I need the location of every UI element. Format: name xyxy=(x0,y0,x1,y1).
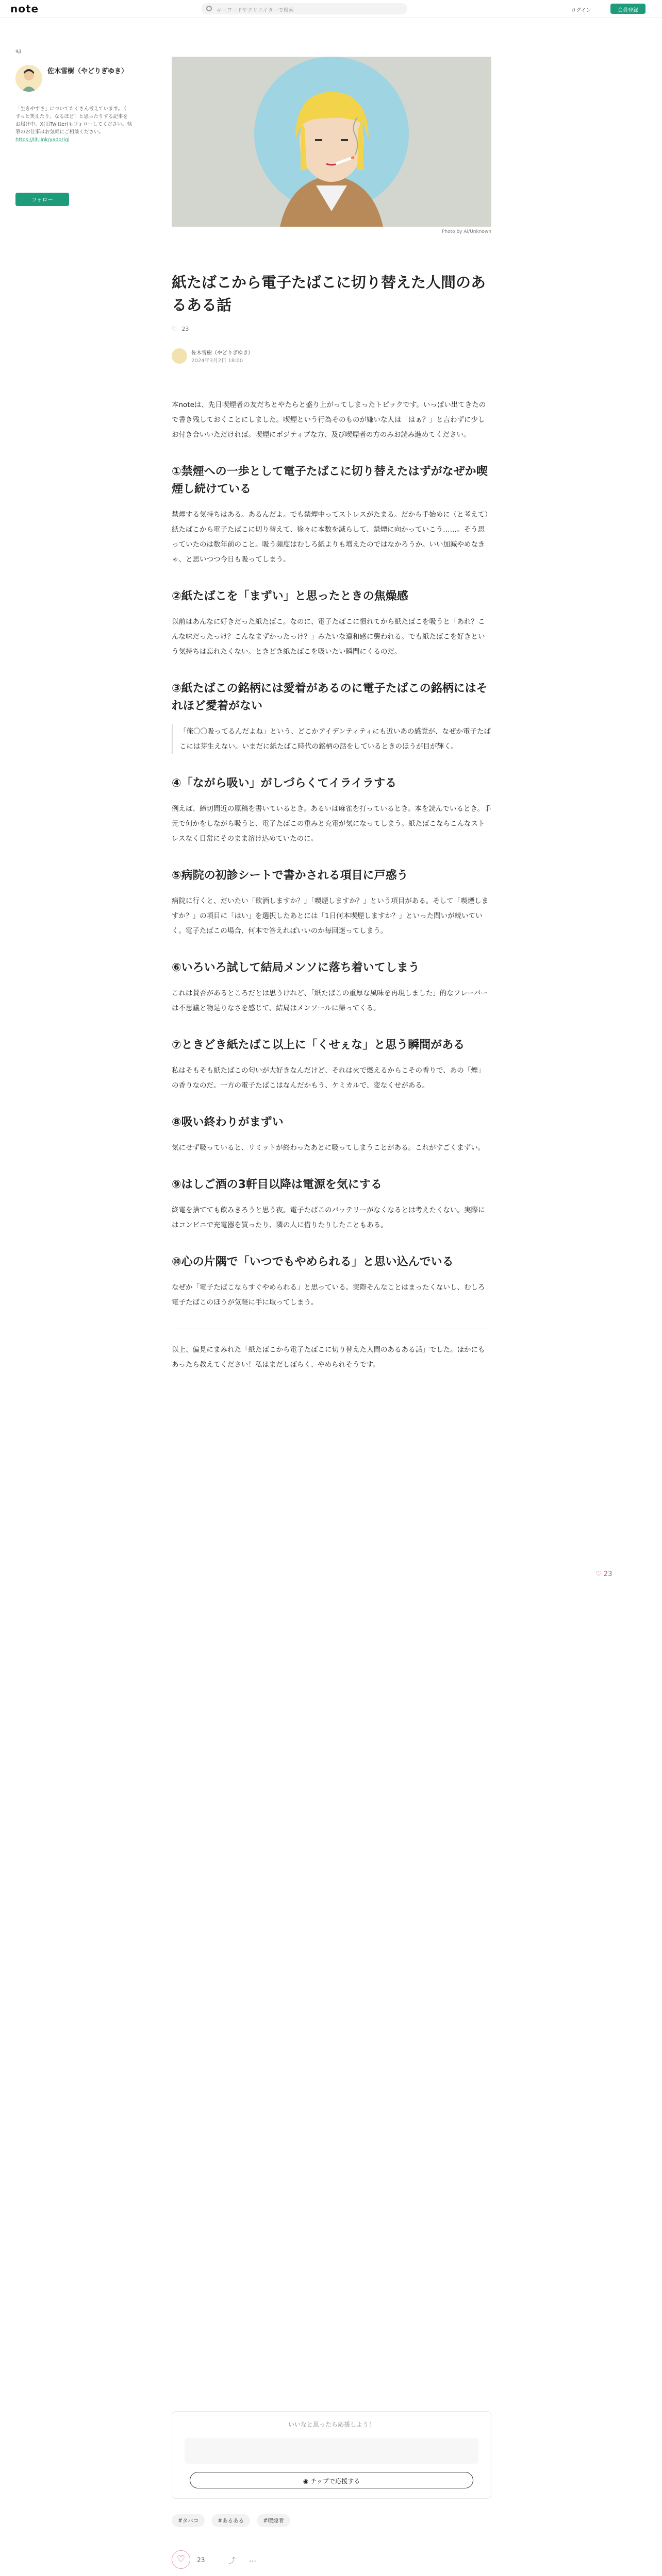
tag-item[interactable]: #タバコ xyxy=(172,2514,205,2527)
floating-like-count: 23 xyxy=(603,1570,613,1578)
support-message xyxy=(185,2438,478,2464)
search-icon xyxy=(206,6,212,11)
photo-credit: Photo by AI/Unknown xyxy=(441,229,491,234)
hero-illustration xyxy=(172,57,491,227)
section-heading: ⑨はしご酒の3軒目以降は電源を気にする xyxy=(172,1178,382,1191)
author-name[interactable]: 佐木雪樹（やどりぎゆき） xyxy=(191,350,253,356)
more-icon[interactable]: … xyxy=(249,2555,256,2564)
article-author[interactable] xyxy=(172,348,326,367)
section-heading: ⑦ときどき紙たばこ以上に「くせぇな」と思う瞬間がある xyxy=(172,1039,465,1052)
title-likes xyxy=(172,326,189,332)
section-heading: ⑧吸い終わりがまずい xyxy=(172,1116,284,1129)
section-paragraph: 病院に行くと、だいたい「飲酒しますか？」「喫煙しますか？」という項目がある。そして「喫煙しますか？」の項目に「はい」を選択したあとには「1日何本喫煙しますか？」といった問いが続いていく。電子たばこの場合、何本で答えればいいのか毎回迷ってしまう。 xyxy=(172,897,489,935)
section-heading: ③紙たばこの銘柄には愛着があるのに電子たばこの銘柄にはそれほど愛着がない xyxy=(172,682,488,713)
heart-icon[interactable]: ♡ xyxy=(172,326,177,332)
tag-item[interactable]: #あるある xyxy=(211,2514,250,2527)
tag-list xyxy=(172,2514,294,2527)
publish-date: 2024年3月2日 18:00 xyxy=(191,358,243,364)
note-logo[interactable]: note xyxy=(10,3,39,15)
tip-icon: ◉ xyxy=(303,2478,311,2485)
floating-like[interactable] xyxy=(595,1570,612,1578)
author-avatar[interactable] xyxy=(172,348,187,364)
section-heading: ④「ながら吸い」がしづらくてイライラする xyxy=(172,777,396,790)
floating-heart-icon[interactable]: ♡ xyxy=(595,1570,602,1578)
section-heading: ⑩心の片隅で「いつでもやめられる」と思い込んでいる xyxy=(172,1256,454,1268)
like-count: 23 xyxy=(197,2556,205,2564)
support-box xyxy=(172,2411,491,2499)
sidebar-bio-text: 「生きやすさ」についてたくさん考えています。くすっと笑えたり、なるほど！と思ったりする記事をお届け中。X(旧Twitter)もフォローしてください。執筆のお仕事はお気軽にご相談ください。 xyxy=(15,106,132,135)
section-heading: ①禁煙への一歩として電子たばこに切り替えたはずがなぜか喫煙し続けている xyxy=(172,465,488,496)
article-outro: 以上、偏見にまみれた「紙たばこから電子たばこに切り替えた人間のあるある話」でした。ほかにもあったら教えてください！私はまだしばらく、やめられそうです。 xyxy=(172,1346,485,1369)
sidebar-follow-button[interactable]: フォロー xyxy=(15,193,69,206)
search-placeholder: キーワードやクリエイターで検索 xyxy=(217,8,294,13)
sidebar-link[interactable]: https://lit.link/yadorigi xyxy=(15,137,70,143)
support-heading: いいなと思ったら応援しよう！ xyxy=(288,2421,375,2428)
signup-button[interactable]: 会員登録 xyxy=(610,4,646,14)
section-paragraph: これは賛否があるところだとは思うけれど、「紙たばこの重厚な風味を再現しました」的なフレーバーは不思議と物足りなさを感じて、結局はメンソールに帰ってくる。 xyxy=(172,989,488,1012)
tip-button[interactable] xyxy=(190,2472,473,2488)
tip-button-label: チップで応援する xyxy=(310,2478,360,2485)
avatar-illustration xyxy=(15,65,42,92)
section-heading: ⑥いろいろ試して結局メンソに落ち着いてしまう xyxy=(172,961,420,974)
section-paragraph: 以前はあんなに好きだった紙たばこ。なのに、電子たばこに慣れてから紙たばこを吸うと「あれ？こんな味だったっけ？こんなまずかったっけ？」みたいな違和感に襲われる。でも紙たばこを好きという気持ちは忘れたくない。ときどき紙たばこを吸いたい瞬間にくるのだ。 xyxy=(172,618,485,656)
sidebar-author-name[interactable]: 佐木雪樹（やどりぎゆき） xyxy=(47,67,128,75)
section-heading: ⑤病院の初診シートで書かされる項目に戸惑う xyxy=(172,869,408,882)
header xyxy=(0,0,662,18)
share-icon[interactable]: ⤴ xyxy=(228,2557,236,2565)
avatar[interactable] xyxy=(15,65,42,92)
article-title: 紙たばこから電子たばこに切り替えた人間のあるある話 xyxy=(172,274,486,314)
section-paragraph: 私はそもそも紙たばこの匂いが大好きなんだけど、それは火で燃えるからこその香りで、あの「煙」の香りなのだ。一方の電子たばこはなんだかもう、ケミカルで、変なくせがある。 xyxy=(172,1066,485,1090)
section-paragraph: 禁煙する気持ちはある。あるんだよ。でも禁煙中ってストレスがたまる。だから手始めに（と考えて）紙たばこから電子たばこに切り替えて、徐々に本数を減らして、禁煙に向かっていこう……。そう思っていたのは数年前のこと。吸う頻度はむしろ紙よりも増えたのではなかろうか。いい加減やめなきゃ、と思いつつ今日も吸ってしまう。 xyxy=(172,511,488,564)
search-input[interactable] xyxy=(201,3,407,14)
login-link[interactable]: ログイン xyxy=(571,8,591,13)
section-paragraph: 例えば、締切間近の原稿を書いているとき。あるいは麻雀を打っているとき。本を読んでいるとき。手元で何かをしながら吸うと、電子たばこの重みと充電が気になってしまう。紙たばこならこんなストレスなく日常にそのまま溶け込めていたのに。 xyxy=(172,805,491,843)
action-bar xyxy=(172,2550,491,2571)
section-paragraph: なぜか「電子たばこならすぐやめられる」と思っている。実際そんなことはまったくないし、むしろ電子たばこのほうが気軽に手に取ってしまう。 xyxy=(172,1283,485,1307)
section-paragraph: 終電を捨てても飲みきろうと思う夜。電子たばこのバッテリーがなくなるとは考えたくない。実際にはコンビニで充電器を買ったり、隣の人に借りたりしたこともある。 xyxy=(172,1206,485,1229)
section-paragraph: 「俺〇〇吸ってるんだよね」という、どこかアイデンティティにも近いあの感覚が、なぜか電子たばこには芽生えない。いまだに紙たばこ時代の銘柄の話をしているときのほうが目が輝く。 xyxy=(172,724,491,754)
like-button[interactable]: ♡ xyxy=(172,2550,190,2569)
article-body xyxy=(172,398,491,1380)
sidebar-label: 9ji xyxy=(15,49,21,55)
tag-item[interactable]: #喫煙者 xyxy=(257,2514,290,2527)
hero-image xyxy=(172,57,491,227)
article-intro: 本noteは、先日喫煙者の友だちとやたらと盛り上がってしまったトピックです。いっぱい出てきたので書き残しておくことにしました。喫煙という行為そのものが嫌いな人は「はぁ？」と言わずに少しお付き合いいただければ。喫煙にポジティブな方、及び喫煙者の方のみお読み進めてください。 xyxy=(172,401,486,439)
section-heading: ②紙たばこを「まずい」と思ったときの焦燥感 xyxy=(172,590,408,603)
title-likes-count: 23 xyxy=(181,326,189,332)
sidebar-bio xyxy=(15,105,132,144)
section-paragraph: 気にせず吸っていると、リミットが終わったあとに吸ってしまうことがある。これがすごくまずい。 xyxy=(172,1144,485,1152)
